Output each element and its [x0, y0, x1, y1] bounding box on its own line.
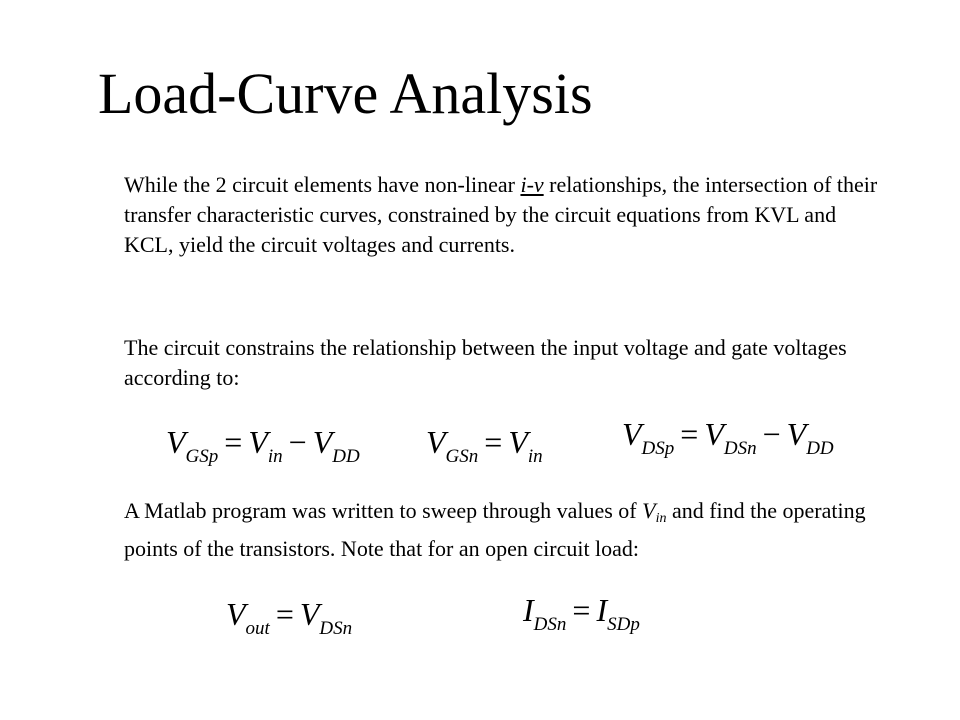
vin-symbol: V [642, 498, 656, 523]
equation-vgsp [166, 426, 360, 466]
paragraph-intersection [124, 170, 884, 260]
vin-subscript: in [655, 511, 667, 526]
eq-operator: = [680, 416, 699, 452]
eq-subscript: DD [332, 446, 360, 467]
eq-operator: = [572, 592, 591, 628]
vin-term [642, 498, 667, 526]
eq-symbol: V [299, 596, 320, 632]
eq-operator: − [762, 416, 781, 452]
eq-symbol: V [622, 416, 642, 452]
eq-symbol: I [523, 592, 534, 628]
paragraph-text: While the 2 circuit elements have non-linear [124, 172, 521, 197]
eq-subscript: out [245, 618, 270, 639]
eq-subscript: DSn [319, 618, 353, 639]
eq-symbol: V [704, 416, 724, 452]
eq-subscript: in [527, 446, 543, 467]
equation-vout [226, 598, 352, 638]
eq-subscript: GSn [445, 446, 479, 467]
eq-subscript: DD [806, 438, 834, 459]
equation-vgsn [426, 426, 543, 466]
eq-subscript: in [267, 446, 283, 467]
eq-operator: = [275, 596, 294, 632]
eq-subscript: DSp [641, 438, 675, 459]
eq-symbol: V [248, 424, 268, 460]
paragraph-constraints: The circuit constrains the relationship between the input voltage and gate voltages according to: [124, 335, 847, 390]
slide-title: Load-Curve Analysis [98, 61, 593, 126]
eq-symbol: V [312, 424, 333, 460]
eq-subscript: SDp [607, 614, 640, 635]
paragraph-matlab [124, 496, 884, 564]
eq-subscript: DSn [533, 614, 567, 635]
paragraph-text: and find the operating points of the transistors. Note that for an open circuit load: [124, 498, 866, 561]
iv-term: i-v [520, 172, 544, 197]
eq-operator: = [224, 424, 243, 460]
eq-symbol: V [786, 416, 807, 452]
eq-operator: − [288, 424, 307, 460]
eq-symbol: I [596, 592, 608, 628]
equation-vdsp [622, 418, 834, 458]
eq-operator: = [484, 424, 503, 460]
paragraph-text: A Matlab program was written to sweep through values of [124, 498, 643, 523]
eq-subscript: GSp [185, 446, 219, 467]
paragraph-text: relationships, the intersection of their transfer characteristic curves, constrained by the circuit equations from KVL and KCL, yield the circuit voltages and currents. [124, 172, 878, 257]
eq-symbol: V [166, 424, 186, 460]
eq-subscript: DSn [723, 438, 757, 459]
eq-symbol: V [226, 596, 246, 632]
eq-symbol: V [426, 424, 446, 460]
equation-ids [523, 594, 640, 634]
eq-symbol: V [508, 424, 528, 460]
